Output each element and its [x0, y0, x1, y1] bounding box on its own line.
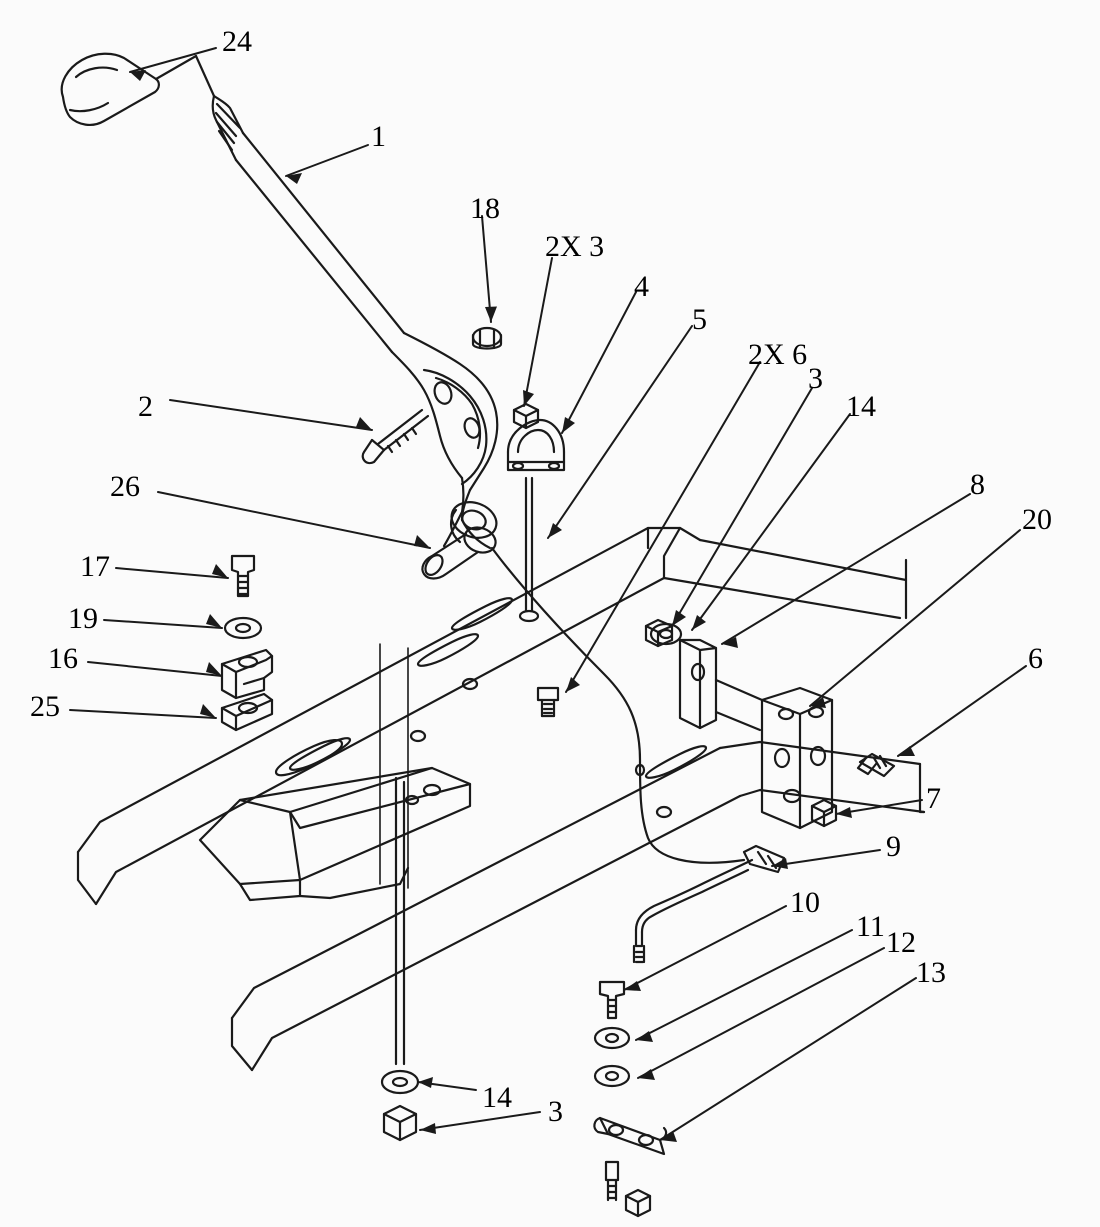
part-washer-19: [225, 618, 261, 638]
callout-9: 9: [886, 830, 901, 863]
part-lever-rod: [196, 56, 404, 352]
part-clip-25: [222, 694, 272, 730]
part-washer-14-bottom: [382, 1071, 418, 1093]
callout-2x3: 2X 3: [545, 230, 605, 263]
callout-6: 6: [1028, 642, 1043, 675]
part-lever-body: [392, 328, 501, 548]
callout-7: 7: [926, 782, 941, 815]
callout-5: 5: [692, 303, 707, 336]
part-bolt-shaft-bottom: [396, 778, 404, 1064]
callout-24: 24: [222, 25, 252, 58]
callout-10: 10: [790, 886, 820, 919]
part-clip-16: [222, 650, 272, 698]
part-cable: [492, 548, 744, 863]
part-clamp-4: [508, 420, 564, 470]
callout-2: 2: [138, 390, 153, 423]
callout-3-b: 3: [548, 1095, 563, 1128]
part-washer-11: [595, 1028, 629, 1048]
part-washer-12: [595, 1066, 629, 1086]
leader-lines: [70, 48, 1026, 1142]
part-nut-bottom-right: [626, 1190, 650, 1216]
callout-14-b: 14: [482, 1081, 512, 1114]
part-nut-3-bottom: [384, 1106, 416, 1140]
part-reinforcement-plate: [200, 738, 470, 900]
callout-3-a: 3: [808, 362, 823, 395]
callout-13: 13: [916, 956, 946, 989]
part-washer-14-center: [651, 624, 681, 644]
part-nut-3-upper: [514, 404, 538, 428]
part-bolt-bottom: [606, 1162, 618, 1200]
callout-11: 11: [856, 910, 885, 943]
part-bolt-17: [232, 556, 254, 596]
callout-4: 4: [634, 270, 649, 303]
callout-18: 18: [470, 192, 500, 225]
callout-16: 16: [48, 642, 78, 675]
callout-19: 19: [68, 602, 98, 635]
part-bolt-5: [520, 478, 538, 621]
callout-20: 20: [1022, 503, 1052, 536]
callout-25: 25: [30, 690, 60, 723]
callout-14-a: 14: [846, 390, 876, 423]
part-bolt-6-center: [538, 688, 558, 716]
part-frame-rail-upper: [78, 528, 906, 904]
callout-26: 26: [110, 470, 140, 503]
callout-1: 1: [371, 120, 386, 153]
callout-17: 17: [80, 550, 110, 583]
callout-8: 8: [970, 468, 985, 501]
part-bracket-8-20: [680, 640, 832, 828]
part-rod-10: [634, 860, 752, 962]
callout-2x6: 2X 6: [748, 338, 808, 371]
part-bolt-9: [744, 846, 784, 872]
part-plate-13: [594, 1118, 666, 1154]
part-bolt-10: [600, 982, 624, 1018]
callout-12: 12: [886, 926, 916, 959]
part-handle-grip: [62, 54, 196, 125]
part-bolt-2: [363, 410, 428, 463]
part-frame-rail-lower: [232, 742, 924, 1070]
